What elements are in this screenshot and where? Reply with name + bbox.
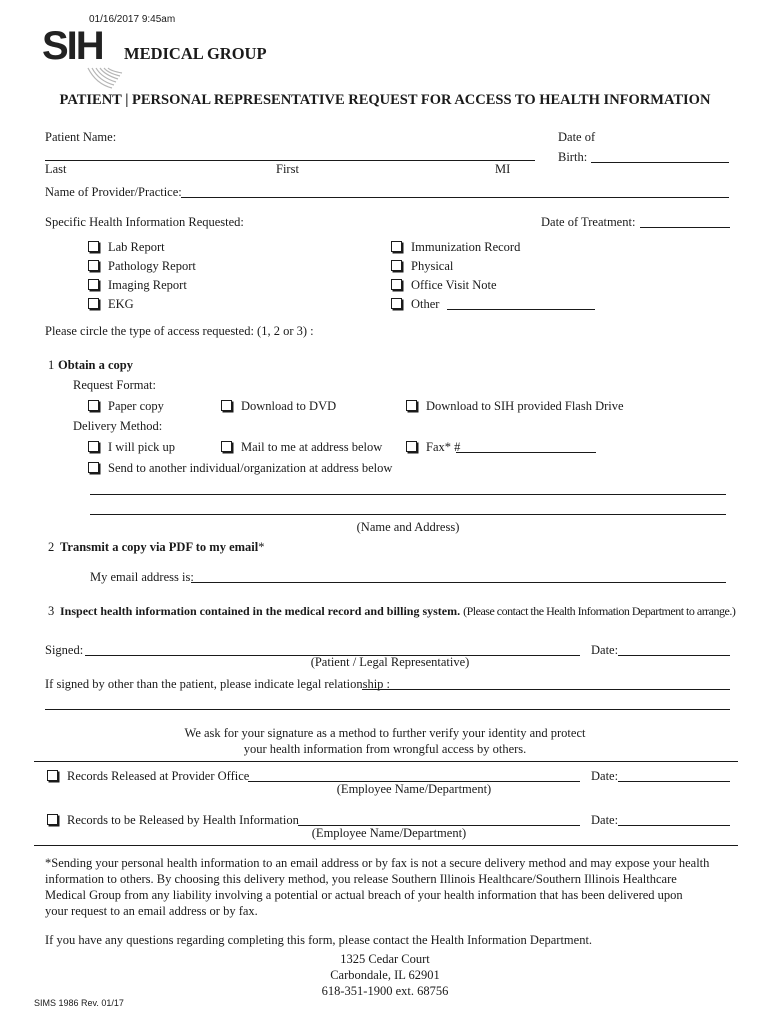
option-office-visit-note[interactable]: Office Visit Note — [391, 278, 497, 293]
checkbox-icon[interactable] — [88, 241, 99, 252]
option-other[interactable]: Other — [391, 297, 439, 312]
option-3-wrap — [60, 604, 735, 619]
email-label: My email address is: — [90, 570, 194, 584]
option-ekg[interactable]: EKG — [88, 297, 134, 312]
option-imaging-report[interactable]: Imaging Report — [88, 278, 187, 293]
checkbox-icon[interactable] — [406, 400, 417, 411]
group-name: MEDICAL GROUP — [124, 44, 267, 63]
checkbox-icon[interactable] — [391, 260, 402, 271]
contact-note: If you have any questions regarding completing this form, please contact the Health Information Department. — [45, 933, 593, 947]
form-title: PATIENT | PERSONAL REPRESENTATIVE REQUEST FOR ACCESS TO HEALTH INFORMATION — [59, 92, 711, 108]
disclaimer-line-1: *Sending your personal health information to an email address or by fax is not a secure delivery method and may expose your health — [45, 856, 710, 870]
relationship-field[interactable] — [362, 689, 730, 690]
sign-date-label: Date: — [591, 643, 619, 657]
email-field[interactable] — [191, 582, 726, 583]
checkbox-icon[interactable] — [47, 770, 58, 781]
option-pathology-report[interactable]: Pathology Report — [88, 259, 196, 274]
option-2-star: * — [258, 540, 265, 554]
dob-label-2: Birth: — [558, 150, 588, 164]
fax-number-field[interactable] — [456, 452, 596, 453]
patient-name-label: Patient Name: — [45, 130, 117, 144]
option-3-title: Inspect health information contained in the medical record and billing system. — [60, 604, 461, 618]
form-code: SIMS 1986 Rev. 01/17 — [34, 998, 124, 1008]
treatment-date-field[interactable] — [640, 227, 730, 228]
checkbox-icon[interactable] — [88, 400, 99, 411]
provider-field[interactable] — [181, 197, 729, 198]
delivery-send-other[interactable]: Send to another individual/organization at address below — [88, 461, 392, 476]
format-dvd[interactable]: Download to DVD — [221, 399, 336, 414]
checkbox-icon[interactable] — [221, 441, 232, 452]
checkbox-icon[interactable] — [88, 441, 99, 452]
checkbox-icon[interactable] — [391, 241, 402, 252]
signed-label: Signed: — [45, 643, 84, 657]
checkbox-icon[interactable] — [88, 462, 99, 473]
signer-caption: (Patient / Legal Representative) — [310, 655, 470, 669]
records-to-be-released[interactable]: Records to be Released by Health Information — [47, 813, 299, 828]
relationship-line-2[interactable] — [45, 709, 730, 710]
ask-line-1: We ask for your signature as a method to further verify your identity and protect — [184, 726, 586, 740]
delivery-mail[interactable]: Mail to me at address below — [221, 440, 382, 455]
address-line-2[interactable] — [90, 514, 726, 515]
released-employee-caption: (Employee Name/Department) — [336, 782, 492, 796]
address-line-city: Carbondale, IL 62901 — [330, 968, 440, 982]
option-1-title: Obtain a copy — [58, 358, 134, 372]
patient-name-field[interactable] — [45, 160, 535, 161]
request-format-label: Request Format: — [73, 378, 156, 392]
relationship-label: If signed by other than the patient, please indicate legal relationship : — [45, 677, 391, 691]
logo-swoosh-icon — [86, 66, 126, 90]
checkbox-icon[interactable] — [221, 400, 232, 411]
phone-number: 618-351-1900 ext. 68756 — [321, 984, 449, 998]
ask-line-2: your health information from wrongful access by others. — [243, 742, 527, 756]
format-flash-drive[interactable]: Download to SIH provided Flash Drive — [406, 399, 624, 414]
released-date-field[interactable] — [618, 781, 730, 782]
circle-prompt: Please circle the type of access requested: (1, 2 or 3) : — [45, 324, 314, 338]
disclaimer-line-2: information to others. By choosing this delivery method, you release Southern Illinois Healthcare/Southern Illinois Healthcare — [45, 872, 677, 886]
sih-logo: SIH — [42, 24, 103, 68]
address-line-1[interactable] — [90, 494, 726, 495]
address-line-street: 1325 Cedar Court — [340, 952, 430, 966]
option-physical[interactable]: Physical — [391, 259, 453, 274]
first-label: First — [276, 162, 299, 176]
option-3-number: 3 — [48, 604, 55, 618]
section-divider — [34, 761, 738, 762]
option-immunization-record[interactable]: Immunization Record — [391, 240, 520, 255]
records-released[interactable]: Records Released at Provider Office — [47, 769, 249, 784]
other-field[interactable] — [447, 309, 595, 310]
to-be-released-date-label: Date: — [591, 813, 619, 827]
option-1-number: 1 — [48, 358, 55, 372]
option-lab-report[interactable]: Lab Report — [88, 240, 165, 255]
treatment-date-label: Date of Treatment: — [541, 215, 636, 229]
requested-label: Specific Health Information Requested: — [45, 215, 244, 229]
last-label: Last — [45, 162, 67, 176]
delivery-label: Delivery Method: — [73, 419, 163, 433]
released-date-label: Date: — [591, 769, 619, 783]
to-be-released-employee-caption: (Employee Name/Department) — [311, 826, 467, 840]
checkbox-icon[interactable] — [47, 814, 58, 825]
checkbox-icon[interactable] — [391, 298, 402, 309]
delivery-fax[interactable]: Fax* # — [406, 440, 460, 455]
timestamp: 01/16/2017 9:45am — [89, 14, 176, 25]
option-3-note: (Please contact the Health Information Department to arrange.) — [463, 604, 736, 618]
option-2-title: Transmit a copy via PDF to my email — [60, 540, 259, 554]
option-2-number: 2 — [48, 540, 55, 554]
provider-label: Name of Provider/Practice: — [45, 185, 182, 199]
format-paper-copy[interactable]: Paper copy — [88, 399, 164, 414]
disclaimer-line-4: your request to an email address or by fax. — [45, 904, 258, 918]
checkbox-icon[interactable] — [406, 441, 417, 452]
name-address-caption: (Name and Address) — [356, 520, 460, 534]
option-2-title-wrap — [60, 540, 265, 555]
checkbox-icon[interactable] — [88, 298, 99, 309]
dob-label-1: Date of — [558, 130, 596, 144]
delivery-pick-up[interactable]: I will pick up — [88, 440, 175, 455]
checkbox-icon[interactable] — [88, 279, 99, 290]
to-be-released-date-field[interactable] — [618, 825, 730, 826]
section-divider — [34, 845, 738, 846]
dob-field[interactable] — [591, 162, 729, 163]
checkbox-icon[interactable] — [391, 279, 402, 290]
mi-label: MI — [495, 162, 511, 176]
disclaimer-line-3: Medical Group from any liability involving a potential or actual breach of your health information that has been delivered upon — [45, 888, 683, 902]
checkbox-icon[interactable] — [88, 260, 99, 271]
